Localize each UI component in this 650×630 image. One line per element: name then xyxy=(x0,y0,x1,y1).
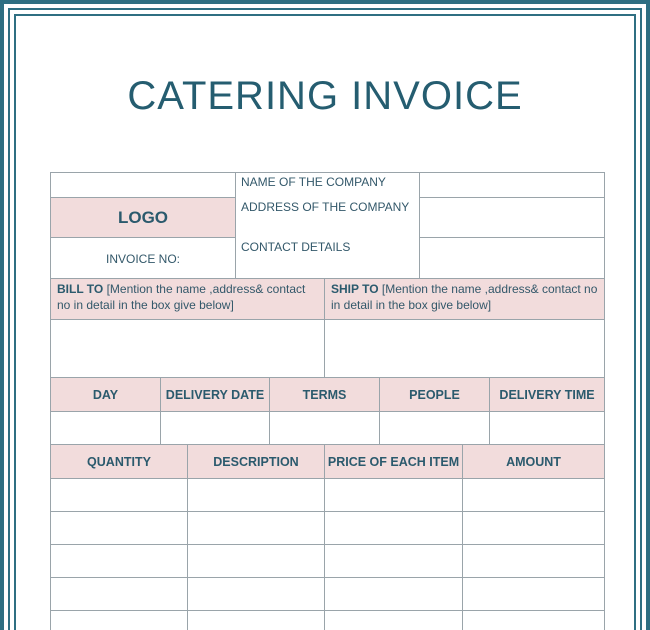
bill-to-instructions-2: no in detail in the box give below] xyxy=(57,298,234,312)
header-day: DAY xyxy=(92,388,119,402)
grid-line xyxy=(50,610,605,611)
company-address-field[interactable] xyxy=(420,198,604,237)
bill-to-title: BILL TO xyxy=(57,282,104,296)
company-name-field[interactable] xyxy=(420,173,604,197)
grid-line xyxy=(50,237,235,238)
header-quantity: QUANTITY xyxy=(87,455,151,469)
grid-line xyxy=(604,172,605,630)
ship-to-field[interactable] xyxy=(325,320,604,377)
ship-to-label xyxy=(331,281,603,313)
grid-line xyxy=(235,172,236,278)
grid-line xyxy=(324,444,325,630)
contact-details-field[interactable] xyxy=(420,238,604,278)
bill-to-label xyxy=(57,281,319,313)
company-name-label: NAME OF THE COMPANY xyxy=(241,175,386,189)
bill-to-instructions-1: [Mention the name ,address& contact xyxy=(106,282,306,296)
grid-line xyxy=(50,377,605,378)
page-title: CATERING INVOICE xyxy=(127,74,523,118)
bill-to-field[interactable] xyxy=(51,320,324,377)
logo-placeholder: LOGO xyxy=(117,208,169,227)
grid-line xyxy=(462,444,463,630)
grid-line xyxy=(50,544,605,545)
header-people: PEOPLE xyxy=(409,388,460,402)
grid-line xyxy=(50,411,605,412)
grid-line xyxy=(50,511,605,512)
ship-to-instructions-1: [Mention the name ,address& contact no xyxy=(381,282,598,296)
invoice-number-label: INVOICE NO: xyxy=(105,252,180,266)
header-delivery-time: DELIVERY TIME xyxy=(499,388,595,402)
header-description: DESCRIPTION xyxy=(213,455,299,469)
header-delivery-date: DELIVERY DATE xyxy=(165,388,265,402)
ship-to-title: SHIP TO xyxy=(331,282,379,296)
company-address-label: ADDRESS OF THE COMPANY xyxy=(241,200,410,214)
grid-line xyxy=(50,197,235,198)
grid-line xyxy=(50,444,605,445)
grid-line xyxy=(50,278,605,279)
contact-details-label: CONTACT DETAILS xyxy=(241,240,351,254)
grid-line xyxy=(50,577,605,578)
grid-line xyxy=(50,478,605,479)
grid-line xyxy=(187,444,188,630)
header-amount: AMOUNT xyxy=(506,455,561,469)
ship-to-instructions-2: in detail in the box give below] xyxy=(331,298,492,312)
header-terms: TERMS xyxy=(302,388,347,402)
header-price-each: PRICE OF EACH ITEM xyxy=(327,455,460,469)
